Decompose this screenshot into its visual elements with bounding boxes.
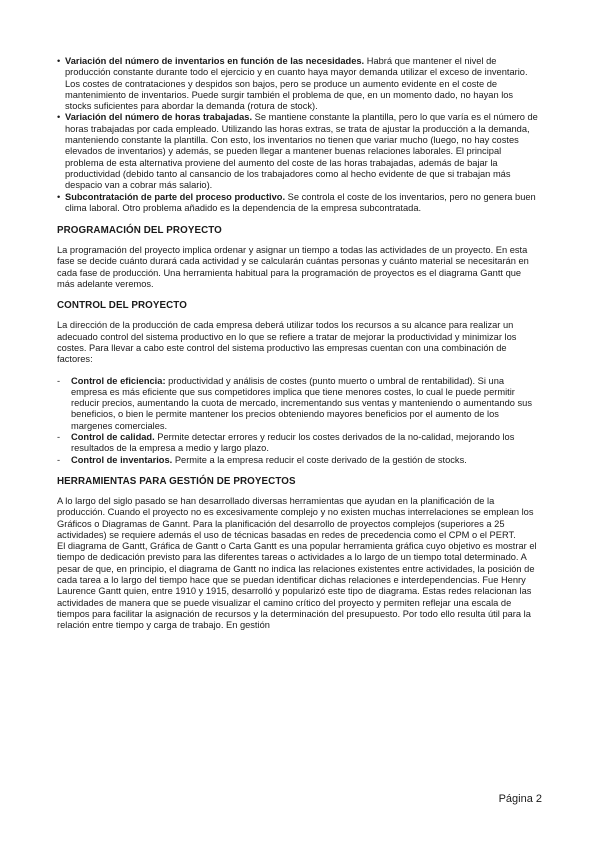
bullet-dot-icon: • xyxy=(57,112,61,123)
list-item xyxy=(57,376,540,432)
bullet-dash-icon: - xyxy=(57,375,61,386)
section-paragraph: A lo largo del siglo pasado se han desarrollado diversas herramientas que ayudan en la planificación de la producción. Cuando el proyecto no es excesivamente complejo y no existen muchas interrelaciones se emplean los Gráficos o Diagramas de Gannt. Para la planificación del desarrollo de proyectos complejos (superiores a 25 actividades) se requiere además el uso de técnicas basadas en redes de precedencia como el CPM o el PERT. xyxy=(57,495,534,540)
section-herramientas xyxy=(57,476,540,632)
list-item xyxy=(57,56,540,112)
list-item-title: Control de calidad. xyxy=(71,432,155,443)
list-item-title: Control de inventarios. xyxy=(71,454,173,465)
bullet-dot-icon: • xyxy=(57,56,61,66)
list-item-text: Habrá que mantener el nivel de producción constante durante todo el ejercicio y en cuanto haya mayor demanda utilizar el exceso de inventario. Los costes de contrataciones y despidos son bajos, pero se produce un aumento evidente en el coste de mantenimiento de inventarios. Puede surgir también el problema de que, en un momento dado, no hayan los stocks suficientes para abordar la demanda (rotura de stock). xyxy=(65,56,528,112)
section-control xyxy=(57,300,540,466)
list-item-title: Subcontratación de parte del proceso productivo. xyxy=(65,191,286,202)
list-item-title: Variación del número de inventarios en función de las necesidades. xyxy=(65,56,365,66)
list-item xyxy=(57,112,540,191)
control-factors-list xyxy=(57,376,540,466)
list-item xyxy=(57,432,540,455)
section-paragraph: La dirección de la producción de cada empresa deberá utilizar todos los recursos a su alcance para realizar un adecuado control del sistema productivo en lo que se refiere a tratar de mejorar la productividad y minimizar los costes. Para llevar a cabo este control del sistema productivo las empresas cuentan con una combinación de factores: xyxy=(57,320,517,365)
section-heading: CONTROL DEL PROYECTO xyxy=(57,300,187,312)
list-item-text: Se mantiene constante la plantilla, pero lo que varía es el número de horas trabajadas por cada empleado. Utilizando las horas extras, se trata de ajustar la producción a la demanda, manteniendo constante la plantilla. Con esto, los inventarios no tienen que variar mucho (luego, no hay costes elevados de inventarios) y además, se pueden llegar a mantener buenas relaciones laborales. El principal problema de esta alternativa proviene del aumento del coste de las horas trabajadas, además de bajar la productividad (debido tanto al cansancio de los trabajadores como al hecho evidente de que si trabajan más despacio van a cobrar más salario). xyxy=(65,112,538,191)
page-number: Página 2 xyxy=(498,793,542,805)
list-item-text: Permite a la empresa reducir el coste derivado de la gestión de stocks. xyxy=(172,454,467,465)
section-paragraph: El diagrama de Gantt, Gráfica de Gantt o Carta Gantt es una popular herramienta gráfica cuyo objetivo es mostrar el tiempo de dedicación previsto para las diferentes tareas o actividades a lo largo de un tiempo total determinado. A pesar de que, en principio, el diagrama de Gantt no indica las relaciones existentes entre actividades, la posición de cada tarea a lo largo del tiempo hace que se puedan identificar dichas relaciones e interdependencias. Fue Henry Laurence Gantt quien, entre 1910 y 1915, desarrolló y popularizó este tipo de diagrama. Estas redes relacionan las actividades de manera que se puede visualizar el camino crítico del proyecto y permiten reflejar una escala de tiempos para facilitar la asignación de recursos y la determinación del presupuesto. Por todo ello resulta útil para la relación entre tiempo y carga de trabajo. En gestión xyxy=(57,541,537,631)
section-programacion xyxy=(57,225,540,290)
page-content xyxy=(57,56,540,631)
list-item xyxy=(57,455,540,466)
bullet-dash-icon: - xyxy=(57,454,61,465)
bullet-list-production-strategies xyxy=(57,56,540,214)
list-item-text: Permite detectar errores y reducir los costes derivados de la no-calidad, mejorando los resultados de la empresa a medio y largo plazo. xyxy=(71,432,515,454)
section-heading: HERRAMIENTAS PARA GESTIÓN DE PROYECTOS xyxy=(57,475,296,487)
bullet-dot-icon: • xyxy=(57,191,61,202)
bullet-dash-icon: - xyxy=(57,432,61,443)
section-paragraph: La programación del proyecto implica ordenar y asignar un tiempo a todas las actividades de un proyecto. En esta fase se decide cuánto durará cada actividad y se calcularán cuántas personas y cuánto material se necesitarán en cada fase de producción. Una herramienta habitual para la programación de proyectos es el diagrama Gantt que más adelante veremos. xyxy=(57,245,529,290)
list-item-text: Se controla el coste de los inventarios, pero no genera buen clima laboral. Otro problema añadido es la dependencia de la empresa subcontratada. xyxy=(65,191,536,213)
list-item-title: Control de eficiencia: xyxy=(71,375,166,386)
list-item-text: productividad y análisis de costes (punto muerto o umbral de rentabilidad). Si una empresa es más eficiente que sus competidores implica que tiene menores costes, lo cual le puede permitir reducir precios, aumentando la cuota de mercado, incrementando sus ventas y manteniendo o aumentando sus beneficios, o bien le permite mantener los precios obteniendo mayores beneficios por el aumento de los margenes comerciales. xyxy=(71,375,532,431)
list-item xyxy=(57,192,540,215)
section-heading: PROGRAMACIÓN DEL PROYECTO xyxy=(57,225,222,237)
list-item-title: Variación del número de horas trabajadas. xyxy=(65,112,253,123)
